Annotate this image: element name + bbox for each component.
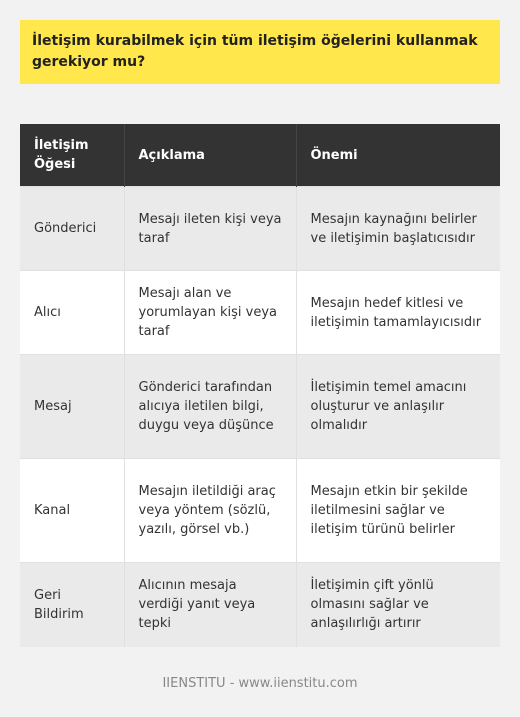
- table-row: [20, 459, 500, 563]
- column-header-importance: Önemi: [296, 124, 500, 187]
- table-row: [20, 187, 500, 271]
- cell-importance: Mesajın hedef kitlesi ve iletişimin tamamlayıcısıdır: [296, 271, 500, 355]
- cell-element: Geri Bildirim: [20, 563, 124, 647]
- cell-element: Gönderici: [20, 187, 124, 271]
- footer-credit: IIENSTITU - www.iienstitu.com: [162, 676, 358, 691]
- cell-description: Mesajı alan ve yorumlayan kişi veya taraf: [124, 271, 296, 355]
- table-row: [20, 271, 500, 355]
- column-header-description: Açıklama: [124, 124, 296, 187]
- cell-importance: İletişimin çift yönlü olmasını sağlar ve anlaşılırlığı artırır: [296, 563, 500, 647]
- table-header-row: [20, 124, 500, 187]
- cell-importance: Mesajın etkin bir şekilde iletilmesini sağlar ve iletişim türünü belirler: [296, 459, 500, 563]
- cell-importance: Mesajın kaynağını belirler ve iletişimin başlatıcısıdır: [296, 187, 500, 271]
- table-body: [20, 187, 500, 647]
- table-container: [20, 124, 500, 647]
- cell-description: Mesajın iletildiği araç veya yöntem (sözlü, yazılı, görsel vb.): [124, 459, 296, 563]
- cell-element: Mesaj: [20, 355, 124, 459]
- table-row: [20, 355, 500, 459]
- table-row: [20, 563, 500, 647]
- column-header-element: İletişim Öğesi: [20, 124, 124, 187]
- cell-element: Kanal: [20, 459, 124, 563]
- cell-description: Gönderici tarafından alıcıya iletilen bilgi, duygu veya düşünce: [124, 355, 296, 459]
- page-title: İletişim kurabilmek için tüm iletişim öğelerini kullanmak gerekiyor mu?: [32, 33, 478, 70]
- table-header: [20, 124, 500, 187]
- elements-table: [20, 124, 500, 647]
- cell-importance: İletişimin temel amacını oluşturur ve anlaşılır olmalıdır: [296, 355, 500, 459]
- cell-element: Alıcı: [20, 271, 124, 355]
- cell-description: Mesajı ileten kişi veya taraf: [124, 187, 296, 271]
- title-banner: [20, 20, 500, 84]
- cell-description: Alıcının mesaja verdiği yanıt veya tepki: [124, 563, 296, 647]
